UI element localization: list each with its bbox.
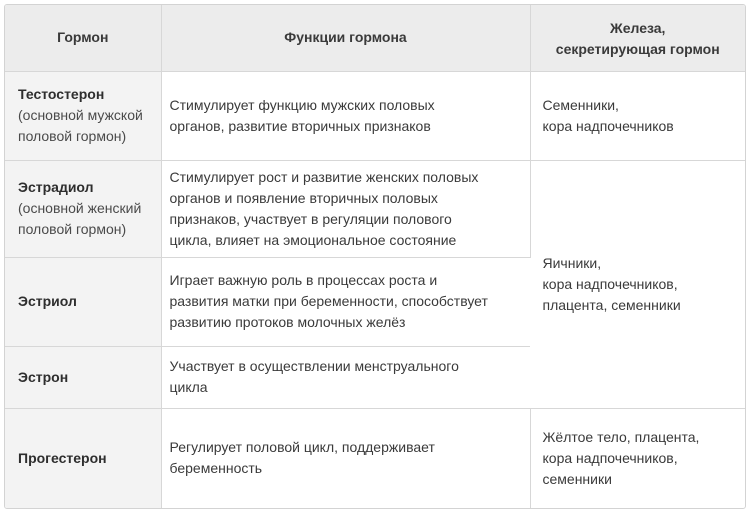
hormone-name-cell xyxy=(5,257,161,346)
function-line: развития матки при беременности, способствует xyxy=(169,293,488,309)
gland-line: плацента, семенники xyxy=(542,296,681,313)
gland-line: кора надпочечников xyxy=(542,117,674,134)
hormone-name-cell xyxy=(5,346,161,408)
function-line: органов, развитие вторичных признаков xyxy=(169,117,431,134)
header-gland-line2: секретирующая гормон xyxy=(555,41,720,58)
function-line: Участвует в осуществлении менструального xyxy=(169,358,459,374)
hormone-name-cell xyxy=(5,160,161,257)
hormone-name: Прогестерон xyxy=(18,449,107,466)
header-functions: Функции гормона xyxy=(161,5,530,71)
gland-line: Яичники, xyxy=(542,254,602,271)
header-gland-line1: Железа, xyxy=(610,20,666,37)
header-hormone: Гормон xyxy=(5,5,161,71)
hormone-note-line: (основной женский xyxy=(18,200,142,216)
hormone-name: Эстриол xyxy=(18,293,77,309)
function-line: цикла xyxy=(169,379,208,395)
function-line: цикла, влияет на эмоциональное состояние xyxy=(169,231,457,248)
hormone-note-line: половой гормон) xyxy=(18,128,127,144)
hormone-name-cell xyxy=(5,71,161,160)
hormone-function-cell xyxy=(161,408,530,508)
function-line: Стимулирует функцию мужских половых xyxy=(169,96,435,113)
gland-line: кора надпочечников, xyxy=(542,449,678,466)
hormone-function-cell xyxy=(161,160,530,257)
gland-cell-shared xyxy=(530,160,745,408)
hormone-table xyxy=(5,5,745,508)
function-line: беременность xyxy=(169,460,263,477)
table-row xyxy=(5,408,745,508)
hormone-function-cell xyxy=(161,71,530,160)
hormone-table-frame xyxy=(4,4,746,509)
table-row xyxy=(5,160,745,257)
function-line: признаков, участвует в регуляции полового xyxy=(169,210,452,227)
gland-line: Семенники, xyxy=(542,96,619,113)
hormone-note-line: половой гормон) xyxy=(18,221,127,237)
gland-line: семенники xyxy=(542,470,612,487)
function-line: Стимулирует рост и развитие женских половых xyxy=(169,168,479,185)
gland-cell xyxy=(530,71,745,160)
table-row xyxy=(5,71,745,160)
gland-line: кора надпочечников, xyxy=(542,275,678,292)
header-row xyxy=(5,5,745,71)
gland-line: Жёлтое тело, плацента, xyxy=(542,428,700,445)
function-line: органов и появление вторичных половых xyxy=(169,189,438,206)
function-line: развитию протоков молочных желёз xyxy=(169,314,406,330)
hormone-name: Эстрон xyxy=(18,368,69,385)
header-gland xyxy=(530,5,745,71)
hormone-name: Тестостерон xyxy=(18,86,105,102)
hormone-name: Эстрадиол xyxy=(18,179,94,195)
gland-cell xyxy=(530,408,745,508)
function-line: Играет важную роль в процессах роста и xyxy=(169,272,438,288)
hormone-function-cell xyxy=(161,257,530,346)
hormone-name-cell xyxy=(5,408,161,508)
hormone-note-line: (основной мужской xyxy=(18,107,143,123)
function-line: Регулирует половой цикл, поддерживает xyxy=(169,439,435,456)
hormone-function-cell xyxy=(161,346,530,408)
